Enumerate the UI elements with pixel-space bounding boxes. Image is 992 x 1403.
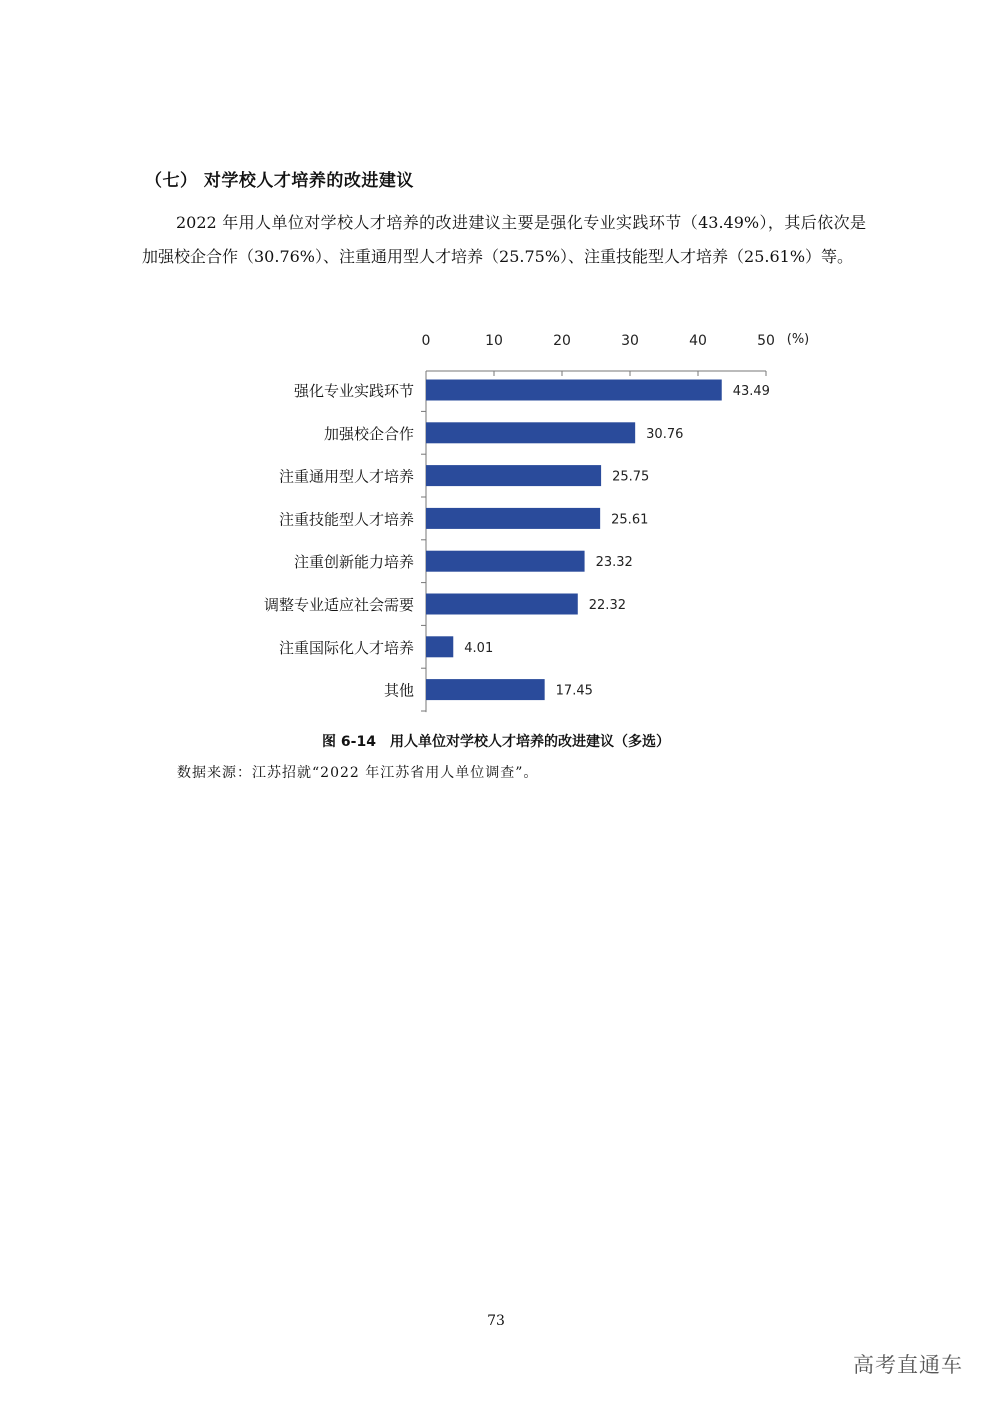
- category-label: 注重通用型人才培养: [278, 467, 414, 486]
- category-label: 注重创新能力培养: [293, 553, 414, 572]
- bar: [426, 679, 545, 700]
- x-tick-label: 50: [757, 333, 775, 349]
- axis-unit-label: (%): [786, 332, 810, 347]
- category-label: 加强校企合作: [323, 424, 414, 443]
- bar: [426, 594, 578, 615]
- category-label: 调整专业适应社会需要: [263, 596, 414, 614]
- bar: [426, 636, 453, 657]
- x-tick-label: 0: [421, 333, 431, 349]
- bar: [426, 422, 635, 443]
- x-tick-label: 30: [621, 333, 639, 349]
- bar-value-label: 25.75: [612, 469, 650, 485]
- x-tick-label: 40: [689, 333, 707, 349]
- body-paragraph: 2022 年用人单位对学校人才培养的改进建议主要是强化专业实践环节（43.49%），其后依次是加强校企合作（30.76%）、注重通用型人才培养（25.75%）、注重技能型人才培养（25.61%）等。: [142, 213, 866, 266]
- category-label: 注重技能型人才培养: [278, 510, 414, 529]
- bar: [426, 380, 722, 401]
- bar-value-label: 4.01: [464, 640, 494, 656]
- bar-value-label: 30.76: [646, 426, 684, 442]
- bar-chart: [0, 320, 992, 720]
- bar: [426, 465, 601, 486]
- watermark-text: 高考直通车: [853, 1353, 963, 1377]
- category-label: 强化专业实践环节: [293, 382, 414, 400]
- bar: [426, 508, 600, 529]
- bar: [426, 551, 585, 572]
- x-tick-label: 20: [553, 333, 571, 349]
- section-heading: （七） 对学校人才培养的改进建议: [145, 171, 414, 191]
- figure-caption: 图 6-14 用人单位对学校人才培养的改进建议（多选）: [322, 734, 670, 750]
- bar-value-label: 22.32: [588, 598, 626, 613]
- data-source-note: 数据来源：江苏招就“2022 年江苏省用人单位调查”。: [177, 765, 539, 781]
- bar-chart-svg: [0, 320, 992, 720]
- bar-value-label: 43.49: [732, 384, 770, 399]
- category-label: 注重国际化人才培养: [278, 638, 414, 657]
- bar-value-label: 17.45: [555, 683, 593, 699]
- bar-value-label: 23.32: [595, 555, 633, 571]
- bar-value-label: 25.61: [611, 512, 649, 528]
- category-label: 其他: [383, 681, 414, 700]
- x-tick-label: 10: [485, 333, 503, 349]
- page-number: 73: [487, 1313, 505, 1329]
